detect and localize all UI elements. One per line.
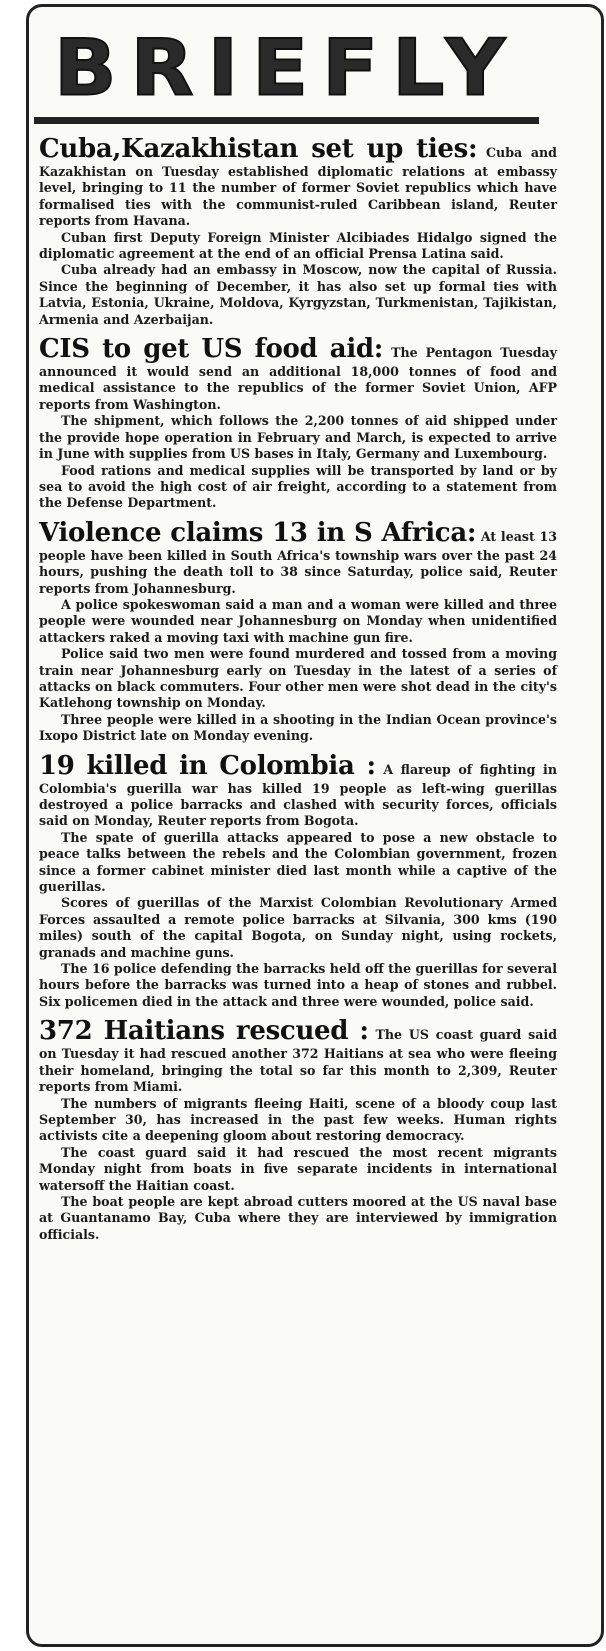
article-lead-text: A flareup of fighting in Colombia's guerilla war has killed 19 people as left-wing guerillas destroyed a police barracks and clashed with security forces, officials said on Monday, Reuter reports from Bogota. xyxy=(39,761,557,829)
article-paragraph: Food rations and medical supplies will be transported by land or by sea to avoid the high cost of air freight, according to a statement from the Defense Department. xyxy=(39,462,557,511)
article-paragraph: Police said two men were found murdered and tossed from a moving train near Johannesburg early on Tuesday in the latest of a series of attacks on black commuters. Four other men were shot dead in the city's Katlehong township on Monday. xyxy=(39,646,557,711)
masthead xyxy=(34,23,539,114)
article-lead-paragraph xyxy=(39,1016,557,1095)
article-paragraph: The coast guard said it had rescued the most recent migrants Monday night from boats in five separate incidents in international watersoff the Haitian coast. xyxy=(39,1144,557,1193)
article-headline: Cuba,Kazakhistan set up ties: xyxy=(39,134,478,164)
article-lead-text: The Pentagon Tuesday announced it would send an additional 18,000 tonnes of food and medical assistance to the republics of the former Soviet Union, AFP reports from Washington. xyxy=(39,345,558,412)
masthead-title: BRIEFLY xyxy=(53,23,520,114)
article-lead-paragraph xyxy=(39,134,557,230)
article-lead-paragraph xyxy=(39,518,557,597)
article-paragraph: The 16 police defending the barracks held off the guerillas for several hours before the barracks was turned into a heap of stones and rubbel. Six policemen died in the attack and three were wounded, police said. xyxy=(39,961,557,1009)
article-paragraph: The shipment, which follows the 2,200 tonnes of aid shipped under the provide hope operation in February and March, is expected to arrive in June with supplies from US bases in Italy, Germany and Luxembourg. xyxy=(39,413,557,462)
article-cis-food-aid xyxy=(39,334,557,512)
article-headline: Violence claims 13 in S Africa: xyxy=(39,517,477,548)
article-paragraph: Cuban first Deputy Foreign Minister Alcibiades Hidalgo signed the diplomatic agreement at the end of an official Prensa Latina said. xyxy=(39,229,557,262)
article-paragraph: Three people were killed in a shooting in the Indian Ocean province's Ixopo District late on Monday evening. xyxy=(39,711,557,744)
article-headline: 372 Haitians rescued : xyxy=(39,1016,369,1047)
article-colombia xyxy=(39,751,557,1011)
article-s-africa-violence xyxy=(39,518,557,745)
article-lead-text: The US coast guard said on Tuesday it had rescued another 372 Haitians at sea who were fleeing their homeland, bringing the total so far this month to 2,309, Reuter reports from Miami. xyxy=(39,1027,557,1095)
article-haitians xyxy=(39,1016,557,1243)
article-paragraph: A police spokeswoman said a man and a woman were killed and three people were wounded near Johannesburg on Monday when unidentified attackers raked a moving taxi with machine gun fire. xyxy=(39,596,557,645)
article-list xyxy=(39,134,557,1249)
article-headline: 19 killed in Colombia : xyxy=(39,750,376,781)
article-paragraph: Cuba already had an embassy in Moscow, now the capital of Russia. Since the beginning of December, it has also set up formal ties with Latvia, Estonia, Ukraine, Moldova, Kyrgyzstan, Turkmenistan, Tajikistan, Armenia and Azerbaijan. xyxy=(39,262,557,327)
article-cuba-kazakhistan xyxy=(39,134,557,328)
article-lead-text: At least 13 people have been killed in South Africa's township wars over the past 24 hours, pushing the death toll to 38 since Saturday, police said, Reuter reports from Johannesburg. xyxy=(39,528,557,596)
article-paragraph: Scores of guerillas of the Marxist Colombian Revolutionary Armed Forces assaulted a remote police barracks at Silvania, 300 kms (190 miles) south of the capital Bogota, on Sunday night, using rockets, granads and machine guns. xyxy=(39,895,557,960)
article-lead-paragraph xyxy=(39,751,557,830)
article-paragraph: The spate of guerilla attacks appeared to pose a new obstacle to peace talks between the rebels and the Colombian government, frozen since a former cabinet minister died last month while a captive of the guerillas. xyxy=(39,829,557,895)
article-paragraph: The numbers of migrants fleeing Haiti, scene of a bloody coup last September 30, has increased in the past few weeks. Human rights activists cite a deepening gloom about restoring democracy. xyxy=(39,1095,557,1144)
article-lead-text: Cuba and Kazakhistan on Tuesday established diplomatic relations at embassy level, bringing to 11 the number of former Soviet republics which have formalised ties with the communist-ruled Caribbean island, Reuter reports from Havana. xyxy=(39,145,557,229)
article-lead-paragraph xyxy=(39,334,557,413)
article-headline: CIS to get US food aid: xyxy=(39,334,384,365)
masthead-rule xyxy=(34,117,539,124)
article-paragraph: The boat people are kept abroad cutters moored at the US naval base at Guantanamo Bay, Cuba where they are interviewed by immigration officials. xyxy=(39,1193,557,1242)
